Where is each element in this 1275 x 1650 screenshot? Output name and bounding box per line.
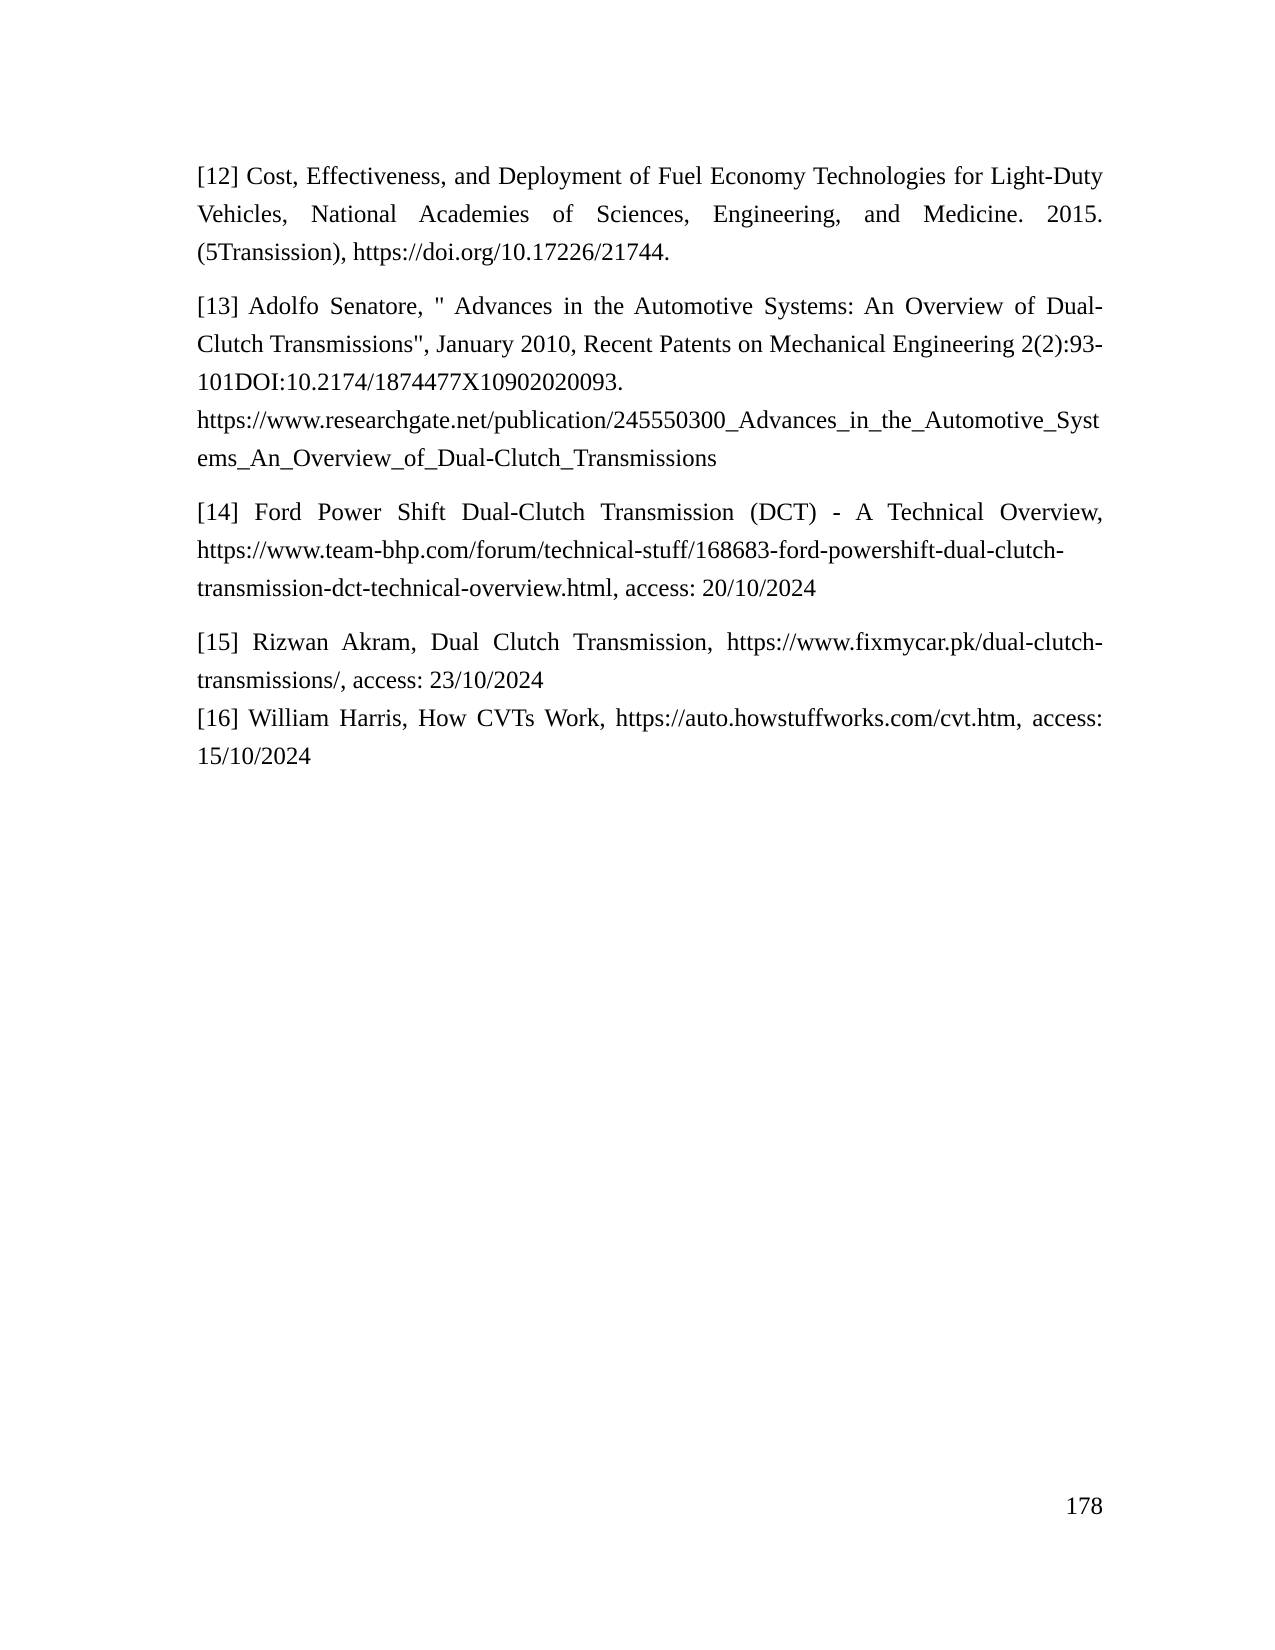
reference-text: [13] Adolfo Senatore, " Advances in the Automotive Systems: An Overview of Dual-Clutch Transmissions", January 2010, Recent Patents on Mechanical Engineering 2(2):93-101DOI:10.2174/1874477X10902020093.: [197, 293, 1103, 396]
reference-text: [16] William Harris, How CVTs Work, https://auto.howstuffworks.com/cvt.htm, access: 15/10/2024: [197, 705, 1103, 770]
reference-item-16: [197, 700, 1103, 776]
reference-text: [14] Ford Power Shift Dual-Clutch Transmission (DCT) - A Technical Overview, https://www.team-bhp.com/forum/technical-stuff/168683-ford-powershift-dual-clutch-transmission-dct-technical-overview.html, access: 20/10/2024: [197, 499, 1103, 602]
reference-text: [12] Cost, Effectiveness, and Deployment of Fuel Economy Technologies for Light-Duty Vehicles, National Academies of Sciences, Engineering, and Medicine. 2015. (5Transission), https://doi.org/10.17226/21744.: [197, 163, 1103, 266]
reference-item-12: [197, 158, 1103, 272]
reference-text: [15] Rizwan Akram, Dual Clutch Transmission, https://www.fixmycar.pk/dual-clutch-transmissions/, access: 23/10/2024: [197, 629, 1103, 694]
reference-item-14: [197, 494, 1103, 608]
reference-item-15: [197, 624, 1103, 700]
reference-url: https://www.researchgate.net/publication/245550300_Advances_in_the_Automotive_Systems_An_Overview_of_Dual-Clutch_Transmissions: [197, 407, 1100, 472]
references-section: [197, 158, 1103, 776]
reference-item-13: [197, 288, 1103, 478]
page-number: 178: [1065, 1493, 1103, 1520]
